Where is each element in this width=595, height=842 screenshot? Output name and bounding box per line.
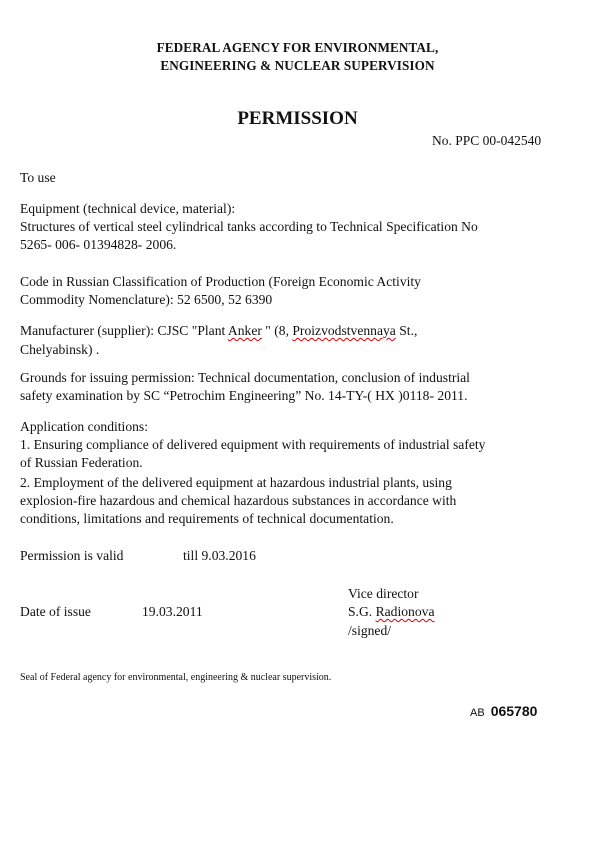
manufacturer-text: St., (395, 323, 418, 338)
code-line-2: Commodity Nomenclature): 52 6500, 52 6390 (20, 292, 273, 307)
signer-initials: S.G. (348, 604, 376, 619)
agency-name-line2: ENGINEERING & NUCLEAR SUPERVISION (160, 58, 435, 73)
agency-name-line1: FEDERAL AGENCY FOR ENVIRONMENTAL, (156, 40, 439, 55)
code-line-1: Code in Russian Classification of Production (Foreign Economic Activity (20, 274, 421, 289)
conditions-label: Application conditions: (20, 419, 148, 434)
manufacturer-plant-name: Anker (227, 323, 262, 338)
manufacturer-line-1 (20, 322, 417, 340)
manufacturer-text: Manufacturer (supplier): CJSC "Plant (20, 323, 228, 338)
signer-name (348, 603, 434, 621)
condition-2-line-3: conditions, limitations and requirements of technical documentation. (20, 511, 394, 526)
signed-mark: /signed/ (348, 623, 392, 638)
serial-code: 065780 (490, 703, 538, 719)
seal-note: Seal of Federal agency for environmental, engineering & nuclear supervision. (20, 672, 332, 683)
signer-title: Vice director (348, 586, 419, 601)
manufacturer-line-2: Chelyabinsk) . (20, 342, 100, 357)
serial-number (470, 703, 537, 721)
condition-2-line-2: explosion-fire hazardous and chemical hazardous substances in accordance with (20, 493, 457, 508)
serial-prefix: AB (470, 707, 485, 719)
equipment-label: Equipment (technical device, material): (20, 201, 236, 216)
issue-date: 19.03.2011 (142, 604, 203, 619)
validity-label: Permission is valid (20, 548, 124, 563)
issue-date-label: Date of issue (20, 604, 91, 619)
grounds-line-2: safety examination by SC “Petrochim Engineering” No. 14-TY-( HX )0118- 2011. (20, 388, 468, 403)
equipment-line-1: Structures of vertical steel cylindrical tanks according to Technical Specification No (20, 219, 478, 234)
manufacturer-text: " (8, (261, 323, 293, 338)
signer-surname: Radionova (375, 604, 435, 619)
manufacturer-street: Proizvodstvennaya (292, 323, 396, 338)
equipment-line-2: 5265- 006- 01394828- 2006. (20, 237, 177, 252)
validity-date: till 9.03.2016 (183, 548, 256, 563)
to-use-label: To use (20, 170, 56, 185)
condition-2-line-1: 2. Employment of the delivered equipment at hazardous industrial plants, using (20, 475, 452, 490)
grounds-line-1: Grounds for issuing permission: Technical documentation, conclusion of industrial (20, 370, 470, 385)
condition-1-line-2: of Russian Federation. (20, 455, 143, 470)
condition-1-line-1: 1. Ensuring compliance of delivered equipment with requirements of industrial safety (20, 437, 486, 452)
document-title: PERMISSION (237, 108, 358, 129)
permission-number: No. PPC 00-042540 (432, 133, 542, 148)
